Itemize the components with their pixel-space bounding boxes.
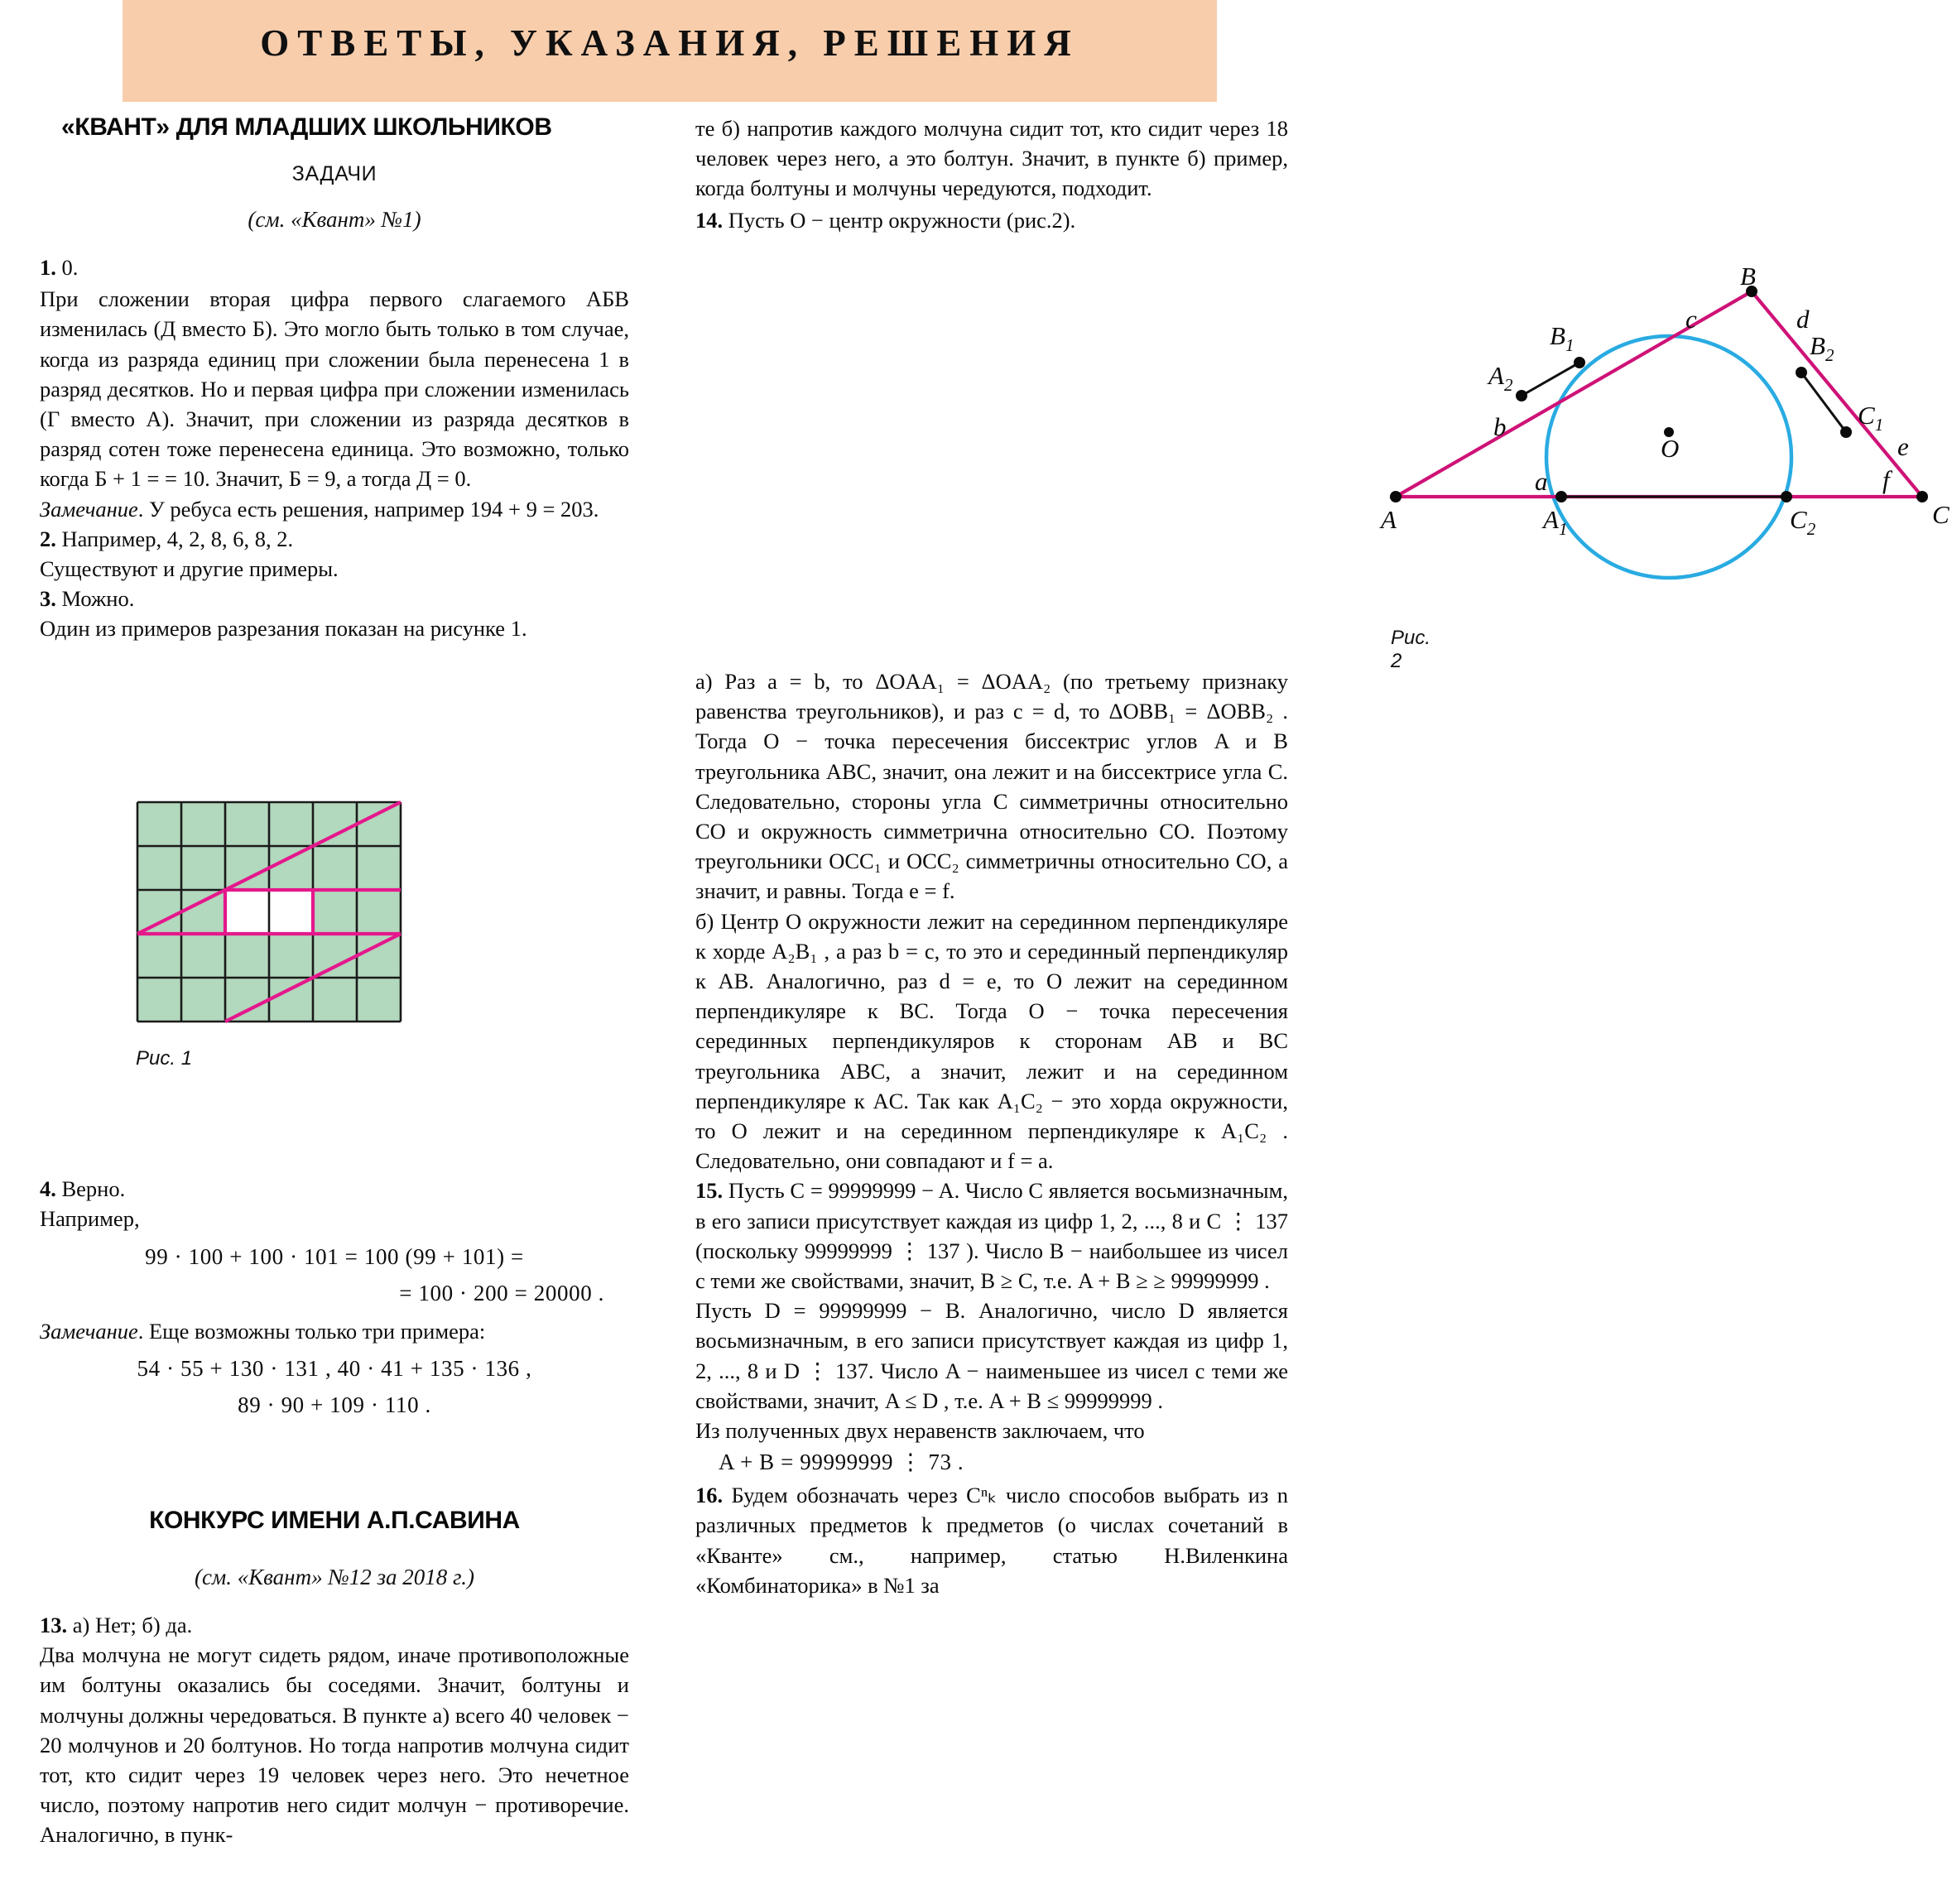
answer-4-intro: Например, xyxy=(40,1206,140,1232)
formula-4-3: 54 · 55 + 130 · 131 , 40 · 41 + 135 · 136 , xyxy=(137,1355,532,1381)
grid-cell xyxy=(313,978,357,1022)
point-C1 xyxy=(1840,426,1852,438)
answer-1-body: При сложении вторая цифра первого слагаемого АБВ изменилась (Д вместо Б). Это могло быть только в том случае, когда из разряда единиц при сложении была перенесена 1 в разряд десятков. Но и первая цифра при сложении изменилась (Г вместо А). Значит, при сложении из разряда десятков в разряд сотен тоже перенесена единица. Это возможно, только когда Б + 1 = = 10. Значит, Б = 9, а тогда Д = 0. xyxy=(40,286,629,492)
grid-cell xyxy=(269,934,313,978)
answer-14-intro: Пусть O − центр окружности (рис.2). xyxy=(723,207,1076,233)
answer-13-line xyxy=(40,1610,629,1640)
label-side-c: c xyxy=(1685,305,1697,334)
answer-4-note xyxy=(40,1316,629,1346)
answer-13-body: Два молчуна не могут сидеть рядом, иначе противоположные им болтуны оказались бы соседями. Значит, болтуны и молчуны должны чередоваться. В пункте а) всего 40 человек − 20 молчунов и 20 болтунов. Но тогда напротив молчуна сидит тот, кто сидит через 19 человек через него. Это нечетное число, поэтому напротив него сидит молчун − противоречие. Аналогично, в пунк- xyxy=(40,1642,629,1848)
grid-cell xyxy=(181,978,225,1022)
answer-15-body-3: Из полученных двух неравенств заключаем, что xyxy=(695,1418,1145,1444)
figure-1-caption: Рис. 1 xyxy=(136,1047,193,1070)
grid-cell xyxy=(357,978,401,1022)
answer-14-part-a: а) Раз a = b, то ΔOAA₁ = ΔOAA₂ (по третьему признаку равенства треугольников), и раз c = d, то ΔOBB₁ = ΔOBB₂ . Тогда O − точка пересечения биссектрис углов A и B треугольника ABC, значит, она лежит и на биссектрисе угла C. Следовательно, стороны угла C симметричны относительно CO и окружность симметрична относительно CO. Поэтому треугольники OCC₁ и OCC₂ симметричны относительно CO, а значит, и равны. Тогда e = f. xyxy=(695,669,1288,904)
formula-15: A + B = 99999999 ⋮ 73 . xyxy=(719,1450,964,1475)
answer-1-number: 1. xyxy=(40,255,56,280)
sub-heading-tasks: ЗАДАЧИ xyxy=(291,162,377,185)
point-B1 xyxy=(1574,357,1585,368)
answer-15-number: 15. xyxy=(695,1178,724,1204)
label-O: O xyxy=(1661,434,1680,463)
grid-cell xyxy=(269,802,313,846)
grid-cell xyxy=(181,846,225,890)
answer-3-value: Можно. xyxy=(55,586,135,612)
answer-13-value: а) Нет; б) да. xyxy=(67,1613,193,1637)
answer-16-number: 16. xyxy=(695,1483,724,1508)
grid-cell xyxy=(225,846,269,890)
formula-4-1: 99 · 100 + 100 · 101 = 100 (99 + 101) = xyxy=(145,1244,524,1270)
grid-cell xyxy=(313,802,357,846)
grid-cell xyxy=(313,846,357,890)
label-A: A xyxy=(1381,505,1397,534)
label-A1: $A_1$ xyxy=(1543,505,1568,539)
grid-cell xyxy=(137,978,181,1022)
label-side-e: e xyxy=(1897,432,1909,461)
grid-cell xyxy=(137,802,181,846)
label-side-a: a xyxy=(1535,467,1548,496)
grid-cell xyxy=(269,978,313,1022)
grid-cell xyxy=(313,934,357,978)
figure-1-svg xyxy=(136,801,417,1041)
grid-cell xyxy=(225,890,269,934)
label-B: B xyxy=(1740,262,1756,291)
note-label-4: Замечание xyxy=(40,1319,138,1344)
grid-cell xyxy=(225,802,269,846)
section-heading-savin-contest: КОНКУРС ИМЕНИ А.П.САВИНА xyxy=(149,1507,520,1534)
answer-16-text: Будем обозначать через Cⁿₖ число способов выбрать из n различных предметов k предметов (о числах сочетаний в «Кванте» см., например, статью Н.Виленкина «Комбинаторика» в №1 за xyxy=(695,1483,1288,1598)
chord-b2-c1 xyxy=(1801,373,1846,432)
answer-13-continued: те б) напротив каждого молчуна сидит тот, кто сидит через 18 человек через него, а это болтун. Значит, в пункте б) пример, когда болтуны и молчуны чередуются, подходит. xyxy=(695,116,1288,201)
grid-cell xyxy=(313,890,357,934)
section-heading-kvant-junior: «КВАНТ» ДЛЯ МЛАДШИХ ШКОЛЬНИКОВ xyxy=(61,113,552,141)
grid-cell xyxy=(357,846,401,890)
issue-reference: (см. «Квант» №1) xyxy=(248,207,421,232)
point-A2 xyxy=(1516,390,1527,401)
label-side-b: b xyxy=(1493,412,1507,441)
label-A2: $A_2$ xyxy=(1488,361,1513,395)
grid-cell xyxy=(137,846,181,890)
answer-2-number: 2. xyxy=(40,526,56,551)
answer-13-number: 13. xyxy=(40,1613,68,1637)
answer-14-part-b: б) Центр O окружности лежит на серединном перпендикуляре к хорде A₂B₁ , а раз b = c, то это и серединный перпендикуляр к AB. Аналогично, раз d = e, то O лежит на серединном перпендикуляре к BC. Тогда O − точка пересечения серединных перпендикуляров к сторонам AB и BC треугольника ABC, а значит, лежит и на серединном перпендикуляре к AC. Так как A₁C₂ − это хорда окружности, то O лежит и на серединном перпендикуляре к A₁C₂ . Следовательно, они совпадают и f = a. xyxy=(695,908,1288,1174)
page-title: ОТВЕТЫ, УКАЗАНИЯ, РЕШЕНИЯ xyxy=(260,22,1079,64)
point-A1 xyxy=(1555,491,1567,502)
contest-issue-reference: (см. «Квант» №12 за 2018 г.) xyxy=(195,1565,474,1589)
answer-2-value: Например, 4, 2, 8, 6, 8, 2. xyxy=(55,526,294,551)
figure-2-svg xyxy=(1373,262,1952,539)
grid-cell xyxy=(225,934,269,978)
triangle-abc xyxy=(1396,291,1922,497)
answer-1-note xyxy=(40,494,629,524)
grid-cell xyxy=(357,934,401,978)
answer-3-number: 3. xyxy=(40,586,56,612)
figure-1 xyxy=(136,801,417,1045)
answer-3-line xyxy=(40,584,629,613)
point-C2 xyxy=(1781,491,1792,502)
label-C1: $C_1$ xyxy=(1858,401,1884,435)
figure-2-points xyxy=(1390,286,1928,502)
point-B2 xyxy=(1796,367,1807,378)
answer-4-number: 4. xyxy=(40,1176,56,1201)
label-B2: $B_2$ xyxy=(1810,331,1834,365)
note-text-1: . У ребуса есть решения, например 194 + 9 = 203. xyxy=(137,496,599,522)
answer-1-line xyxy=(40,252,629,282)
label-C: C xyxy=(1932,500,1950,529)
label-side-d: d xyxy=(1796,305,1810,334)
answer-14-line xyxy=(695,205,1288,235)
answer-2-extra: Существуют и другие примеры. xyxy=(40,556,339,582)
note-label-1: Замечание xyxy=(40,496,138,522)
chord-a2-b1 xyxy=(1522,363,1579,396)
grid-cell xyxy=(357,802,401,846)
grid-cell xyxy=(269,890,313,934)
label-side-f: f xyxy=(1882,465,1890,494)
label-B1: $B_1$ xyxy=(1550,321,1575,355)
grid-cell xyxy=(181,890,225,934)
grid-cell xyxy=(181,802,225,846)
formula-4-2: = 100 · 200 = 20000 . xyxy=(399,1281,604,1306)
answer-14-number: 14. xyxy=(695,207,724,233)
grid-cell xyxy=(357,890,401,934)
answer-1-value: 0. xyxy=(55,255,79,280)
figure-2 xyxy=(1373,262,1952,542)
formula-4-4: 89 · 90 + 109 · 110 . xyxy=(238,1392,431,1417)
grid-cell xyxy=(137,934,181,978)
answer-15-body xyxy=(695,1176,1288,1296)
answer-4-line xyxy=(40,1174,629,1204)
grid-cell xyxy=(225,978,269,1022)
point-C xyxy=(1916,491,1928,502)
note-text-4: . Еще возможны только три примера: xyxy=(137,1319,486,1344)
grid-cell xyxy=(181,934,225,978)
answer-4-value: Верно. xyxy=(55,1176,126,1201)
label-C2: $C_2$ xyxy=(1790,505,1816,539)
answer-15-body-2: Пусть D = 99999999 − B. Аналогично, число D является восьмизначным, в его записи присутствует каждая из цифр 1, 2, ..., 8 и D ⋮ 137. Число A − наименьшее из чисел с теми же свойствами, значит, A ≤ D , т.е. A + B ≤ 99999999 . xyxy=(695,1298,1288,1413)
grid-cell xyxy=(137,890,181,934)
answer-16-body xyxy=(695,1480,1288,1600)
point-A xyxy=(1390,491,1401,502)
answer-2-line xyxy=(40,524,629,554)
answer-3-body: Один из примеров разрезания показан на рисунке 1. xyxy=(40,616,527,642)
figure-2-caption: Рис. 2 xyxy=(1391,627,1431,672)
grid-cell xyxy=(269,846,313,890)
answer-15-text: Пусть C = 99999999 − A. Число C является восьмизначным, в его записи присутствует каждая из цифр 1, 2, ..., 8 и C ⋮ 137 (поскольку 99999999 ⋮ 137 ). Число B − наибольшее из чисел с теми же свойствами, значит, B ≥ C, т.е. A + B ≥ ≥ 99999999 . xyxy=(695,1178,1288,1294)
